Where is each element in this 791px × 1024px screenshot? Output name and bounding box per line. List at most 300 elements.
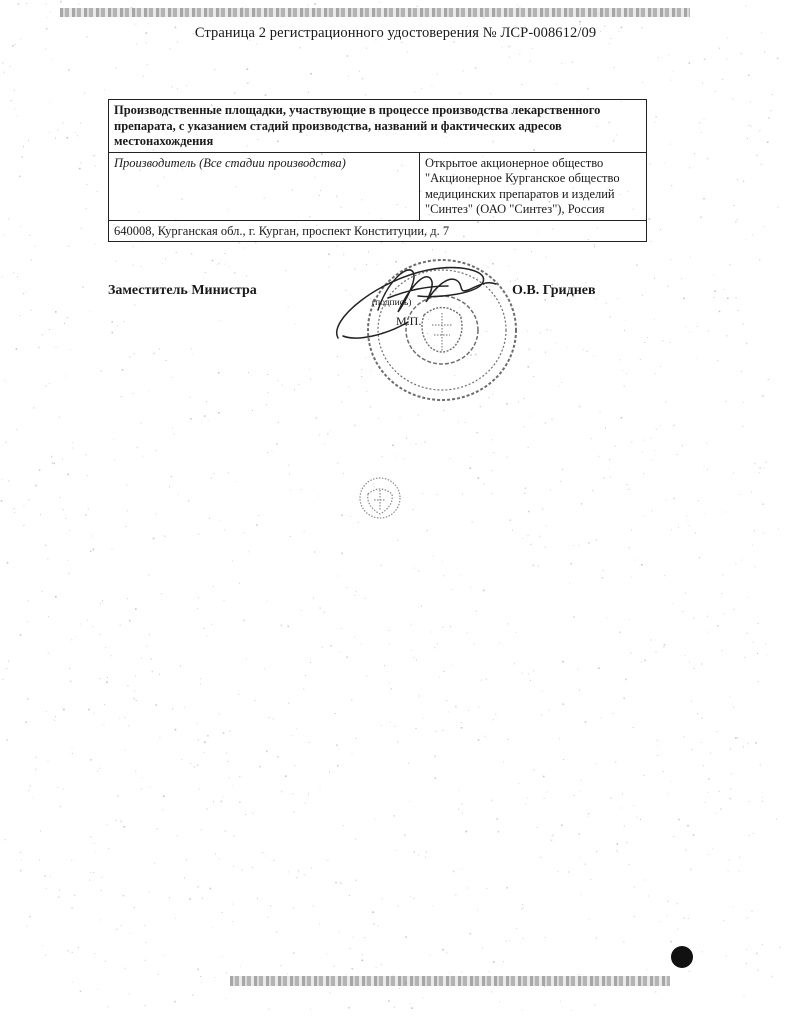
scan-speck [624,825,625,826]
scan-speck [267,601,268,602]
scan-speck [652,460,653,461]
scan-speck [252,867,253,868]
scan-speck [327,433,329,435]
scan-speck [646,969,647,970]
scan-speck [596,851,597,852]
scan-speck [2,679,3,680]
scan-speck [633,805,634,806]
scan-artifact-bottom [230,976,670,986]
scan-speck [156,450,157,451]
scan-speck [129,357,130,358]
scan-speck [95,852,96,853]
scan-speck [90,550,92,552]
scan-speck [707,469,708,470]
scan-speck [49,102,50,103]
scan-speck [752,234,753,235]
scan-speck [49,329,50,330]
scan-speck [172,428,173,429]
scan-speck [756,953,758,955]
scan-speck [764,52,765,53]
scan-speck [762,395,764,397]
scan-speck [762,503,764,505]
scan-speck [561,63,562,64]
scan-speck [111,332,113,334]
scan-speck [21,860,22,861]
scan-speck [768,379,769,380]
scan-speck [418,415,419,416]
scan-speck [78,3,79,4]
scan-speck [52,462,54,464]
scan-speck [634,887,635,888]
scan-speck [449,972,450,973]
scan-speck [579,833,581,835]
scan-speck [351,968,353,970]
scan-speck [596,763,597,764]
scan-speck [100,634,101,635]
scan-speck [467,632,468,633]
scan-speck [153,353,155,355]
scan-speck [337,246,338,247]
scan-speck [329,992,330,993]
scan-speck [395,456,396,457]
scan-speck [472,522,473,523]
scan-speck [172,86,173,87]
scan-speck [547,791,548,792]
scan-speck [684,736,685,737]
scan-speck [410,896,411,897]
scan-speck [88,508,89,509]
scan-speck [660,425,661,426]
scan-speck [533,769,535,771]
scan-speck [14,512,15,513]
scan-speck [714,297,715,298]
scan-speck [319,607,321,609]
scan-speck [671,259,672,260]
scan-speck [264,668,265,669]
scan-speck [532,48,533,49]
scan-speck [135,675,136,676]
scan-speck [88,709,90,711]
scan-speck [509,940,510,941]
scan-speck [16,429,17,430]
scan-speck [17,116,18,117]
scan-speck [84,93,85,94]
scan-speck [702,83,703,84]
scan-speck [90,311,91,312]
scan-speck [478,477,480,479]
scan-speck [359,71,360,72]
scan-speck [442,562,443,563]
scan-speck [210,888,212,890]
scan-speck [426,851,427,852]
scan-speck [424,441,426,443]
scan-speck [423,718,424,719]
scan-speck [643,473,644,474]
scan-speck [483,590,485,592]
scan-speck [617,843,619,845]
scan-speck [174,1001,176,1003]
seal-label: М.П. [396,314,422,328]
scan-speck [240,966,241,967]
scan-speck [304,874,305,875]
scan-speck [453,871,455,873]
scan-speck [390,689,391,690]
scan-speck [113,439,114,440]
scan-speck [721,650,722,651]
scan-speck [606,618,607,619]
scan-speck [640,359,641,360]
scan-speck [190,418,192,420]
scan-speck [636,264,638,266]
scan-speck [63,789,64,790]
scan-speck [28,790,29,791]
scan-speck [450,626,451,627]
scan-speck [642,451,643,452]
scan-speck [70,681,72,683]
scan-speck [134,691,135,692]
scan-speck [756,155,758,157]
scan-speck [598,667,600,669]
scan-speck [99,768,100,769]
scan-speck [13,508,14,509]
scan-speck [631,577,632,578]
scan-speck [124,321,125,322]
scan-speck [90,759,92,761]
scan-speck [573,545,574,546]
scan-speck [285,270,286,271]
scan-speck [163,955,164,956]
scan-speck [58,787,59,788]
scan-speck [701,718,702,719]
scan-speck [204,628,205,629]
scan-speck [446,952,447,953]
scan-speck [20,870,22,872]
scan-speck [545,352,546,353]
scan-speck [394,1007,395,1008]
scan-speck [729,696,730,697]
scan-speck [348,76,349,77]
scan-speck [287,973,288,974]
scan-speck [528,366,530,368]
scan-speck [224,600,225,601]
scan-speck [641,564,643,566]
scan-speck [17,277,18,278]
scan-speck [378,418,379,419]
scan-speck [219,714,220,715]
scan-speck [20,634,22,636]
scan-speck [174,434,175,435]
scan-speck [384,665,385,666]
scan-speck [57,130,58,131]
scan-speck [588,816,589,817]
scan-speck [533,565,535,567]
scan-speck [684,655,685,656]
scan-speck [683,917,685,919]
scan-speck [561,824,563,826]
scan-speck [585,721,587,723]
scan-speck [212,260,214,262]
scan-speck [74,895,75,896]
scan-speck [310,73,312,75]
scan-speck [239,776,240,777]
scan-speck [483,18,484,19]
scan-speck [754,463,756,465]
scan-speck [591,438,592,439]
scan-speck [178,494,179,495]
scan-speck [462,494,463,495]
scan-speck [741,53,743,55]
scan-speck [579,21,581,23]
scan-speck [272,451,273,452]
scan-speck [68,246,69,247]
scan-speck [80,991,82,993]
scan-speck [97,191,98,192]
scan-speck [239,583,240,584]
scan-speck [207,809,208,810]
scan-speck [188,500,189,501]
scan-speck [416,659,417,660]
scan-speck [544,986,545,987]
scan-speck [623,698,625,700]
scan-speck [256,43,257,44]
scan-speck [389,643,390,644]
scan-speck [437,643,438,644]
scan-speck [758,681,759,682]
scan-speck [728,859,729,860]
scan-speck [484,736,485,737]
scan-speck [741,560,742,561]
table-row [109,100,646,152]
scan-speck [58,896,60,898]
scan-speck [176,835,177,836]
scan-speck [768,117,770,119]
scan-speck [460,93,461,94]
scan-speck [107,677,108,678]
scan-speck [708,632,709,633]
scan-speck [226,753,227,754]
scan-speck [233,835,234,836]
scan-speck [93,713,94,714]
scan-speck [55,716,56,717]
scan-speck [355,839,356,840]
scan-speck [579,690,580,691]
scan-speck [475,67,477,69]
scan-speck [486,679,487,680]
scan-speck [462,804,463,805]
scan-speck [752,911,753,912]
scan-speck [68,573,69,574]
scan-speck [559,738,560,739]
scan-speck [470,933,472,935]
scan-speck [779,947,781,949]
scan-speck [66,518,67,519]
scan-speck [120,625,121,626]
scan-speck [198,740,199,741]
scan-speck [256,524,258,526]
scan-speck [308,794,309,795]
scan-speck [169,486,170,487]
scan-speck [218,372,220,374]
scan-speck [562,469,563,470]
scan-speck [47,17,48,18]
scan-speck [730,789,731,790]
scan-speck [191,763,192,764]
scan-speck [245,814,246,815]
scan-speck [524,493,525,494]
scan-speck [212,927,213,928]
scan-speck [101,890,102,891]
scan-speck [528,349,530,351]
scan-speck [543,776,545,778]
scan-speck [293,908,294,909]
scan-speck [765,643,766,644]
scan-speck [354,595,355,596]
scan-speck [733,707,734,708]
scan-speck [281,791,283,793]
scan-speck [226,972,227,973]
scan-speck [7,739,9,741]
scan-speck [647,337,648,338]
scan-speck [654,450,655,451]
scan-speck [563,759,564,760]
scan-speck [117,795,119,797]
scan-speck [528,535,529,536]
scan-speck [278,422,279,423]
scan-speck [46,711,47,712]
scan-speck [509,56,510,57]
scan-speck [625,679,627,681]
signature-caption: (подпись) [372,298,412,308]
scan-speck [476,611,477,612]
scan-speck [458,790,459,791]
scan-speck [631,442,632,443]
scan-speck [737,179,738,180]
scan-speck [762,797,763,798]
scan-speck [248,551,249,552]
scan-speck [381,964,382,965]
scan-speck [135,771,136,772]
scan-speck [397,540,398,541]
scan-speck [506,941,507,942]
scan-speck [640,819,641,820]
scan-speck [127,485,128,486]
scan-speck [626,842,627,843]
scan-speck [732,99,733,100]
scan-speck [72,748,73,749]
scan-speck [599,456,600,457]
scan-speck [621,808,622,809]
scan-speck [748,743,749,744]
scan-speck [71,639,72,640]
scan-speck [42,334,43,335]
scan-speck [542,690,543,691]
scan-speck [642,295,643,296]
scan-speck [201,982,202,983]
scan-speck [550,490,551,491]
scan-speck [281,625,283,627]
scan-speck [346,974,347,975]
scan-speck [77,135,78,136]
scan-speck [739,871,740,872]
scan-speck [324,443,325,444]
scan-speck [467,888,468,889]
scan-speck [215,977,216,978]
scan-speck [213,586,214,587]
scan-speck [319,923,320,924]
scan-speck [192,354,193,355]
scan-speck [95,953,96,954]
scan-speck [114,459,115,460]
scan-speck [161,593,162,594]
scan-speck [690,869,691,870]
scan-speck [434,647,435,648]
scan-speck [288,465,289,466]
scan-speck [749,835,750,836]
scan-speck [502,47,503,48]
scan-speck [698,501,699,502]
scan-speck [388,1000,390,1002]
scan-speck [521,84,522,85]
scan-speck [198,534,199,535]
scan-speck [533,670,534,671]
scan-speck [656,429,657,430]
scan-speck [259,766,261,768]
manufacturer-name-line: Открытое акционерное общество [425,155,604,170]
scan-speck [777,58,779,60]
scan-speck [150,787,151,788]
scan-speck [443,575,444,576]
scan-speck [530,680,531,681]
scan-speck [273,860,274,861]
scan-speck [23,293,25,295]
page-title: Страница 2 регистрационного удостоверения № ЛСР-008612/09 [194,25,597,41]
scan-speck [733,906,734,907]
scan-speck [225,253,226,254]
scan-speck [668,286,669,287]
scan-speck [31,260,32,261]
scan-speck [145,1005,146,1006]
scan-speck [297,877,298,878]
scan-speck [298,384,299,385]
scan-speck [232,785,233,786]
scan-speck [664,575,665,576]
scan-speck [364,937,365,938]
scan-speck [124,968,125,969]
scan-speck [15,44,16,45]
scan-speck [689,62,691,64]
scan-speck [143,456,144,457]
scan-speck [48,616,49,617]
scan-speck [435,777,437,779]
scan-speck [343,473,344,474]
scan-speck [689,257,690,258]
scan-speck [381,565,382,566]
scan-speck [25,721,27,723]
scan-speck [239,242,241,244]
scan-speck [566,347,567,348]
scan-speck [671,185,672,186]
scan-speck [243,620,245,622]
scan-speck [762,944,763,945]
scan-speck [484,484,485,485]
scan-speck [53,463,55,465]
scan-speck [289,474,290,475]
scan-speck [39,859,40,860]
manufacturer-name-cell [420,153,646,220]
scan-speck [778,528,779,529]
scan-speck [45,385,46,386]
scan-speck [59,497,60,498]
